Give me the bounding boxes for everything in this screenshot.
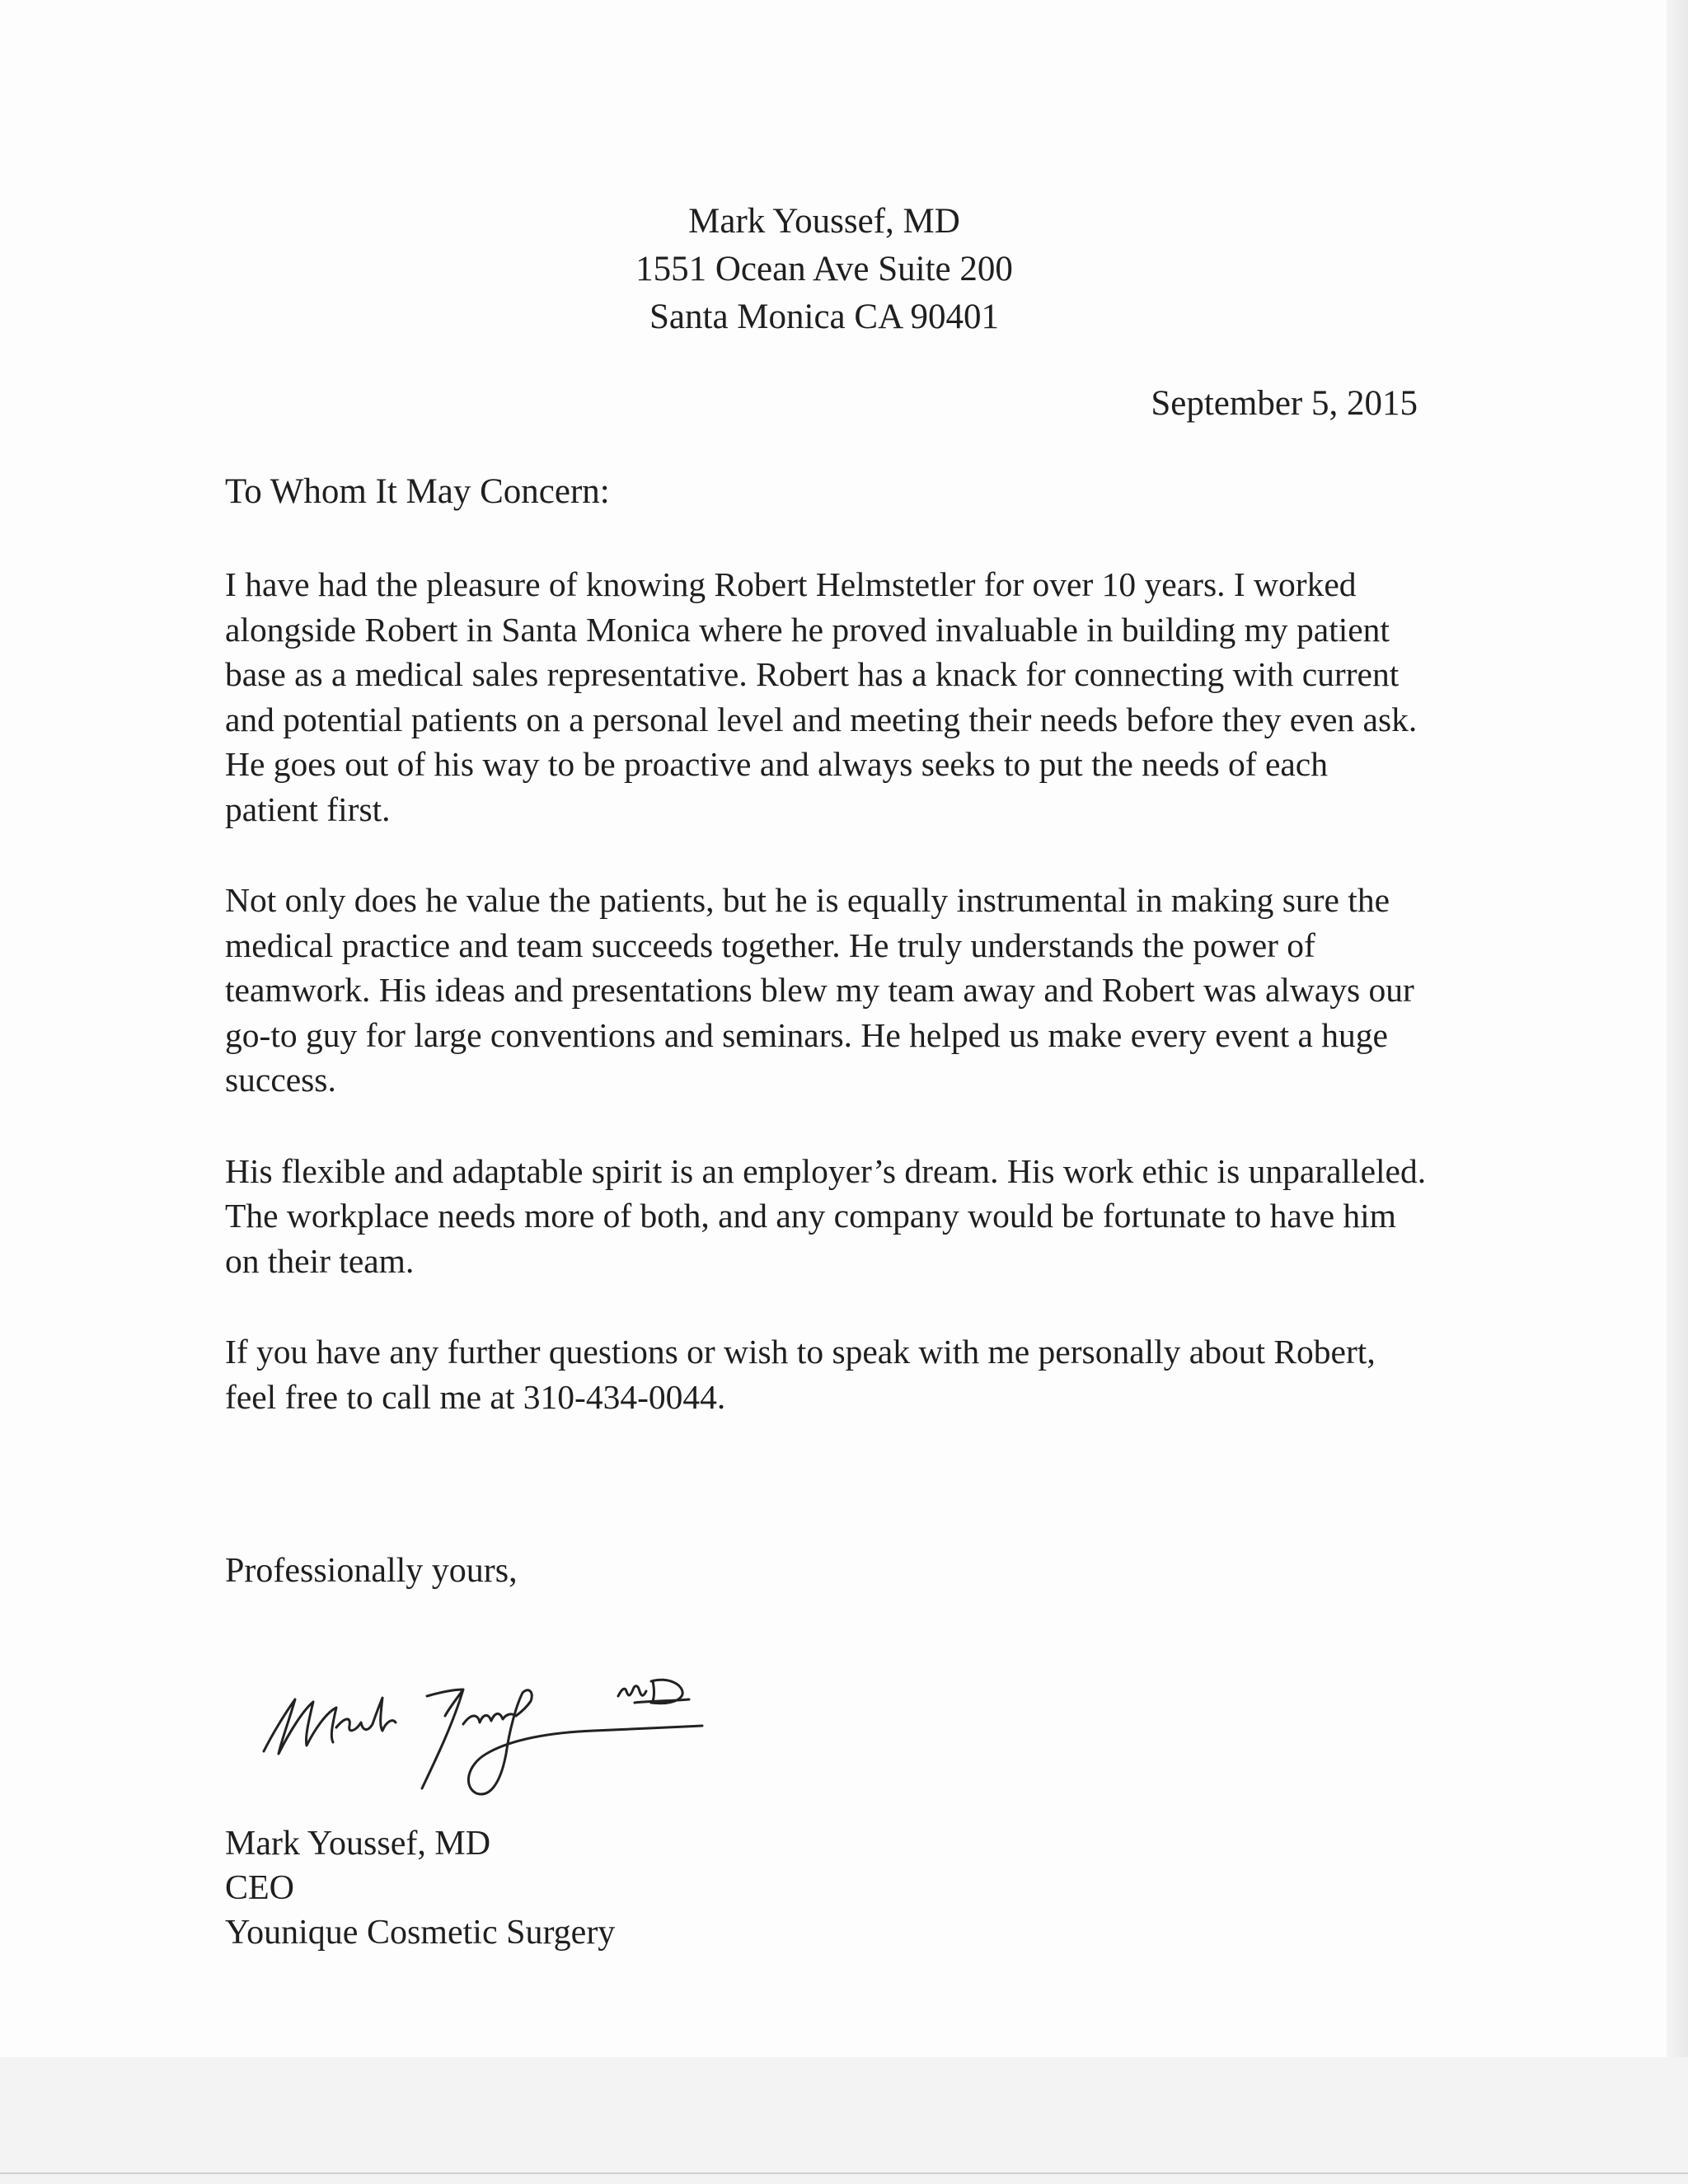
letterhead [0, 198, 1648, 341]
letterhead-address-line1: 1551 Ocean Ave Suite 200 [635, 250, 1013, 288]
scan-edge-right [1667, 0, 1688, 2184]
letter-body [225, 562, 1428, 1465]
signer-title: CEO [225, 1869, 294, 1907]
handwritten-signature [247, 1657, 709, 1813]
signature-block [225, 1821, 615, 1955]
scan-edge-line [0, 2172, 1688, 2174]
body-paragraph-4: If you have any further questions or wish to speak with me personally about Robert, feel free to call me at 310-434-0044. [225, 1333, 1376, 1416]
scan-edge-bottom [0, 2057, 1688, 2184]
body-paragraph-1: I have had the pleasure of knowing Robert Helmstetler for over 10 years. I worked alongside Robert in Santa Monica where he proved invaluable in building my patient base as a medical sales representative. Robert has a knack for connecting with current and potential patients on a personal level and meeting their needs before they even ask. He goes out of his way to be proactive and always seeks to put the needs of each patient first. [225, 565, 1418, 828]
letter-date: September 5, 2015 [1151, 384, 1418, 423]
signer-company: Younique Cosmetic Surgery [225, 1914, 616, 1952]
letterhead-name: Mark Youssef, MD [688, 202, 960, 241]
body-paragraph-3: His flexible and adaptable spirit is an employer’s dream. His work ethic is unparalleled. The workplace needs more of both, and any company would be fortunate to have him on their team. [225, 1151, 1427, 1280]
body-paragraph-2: Not only does he value the patients, but he is equally instrumental in making sure the medical practice and team succeeds together. He truly understands the power of teamwork. His ideas and presentations blew my team away and Robert was always our go-to guy for large conventions and seminars. He helped us make every event a huge success. [225, 881, 1414, 1099]
closing: Professionally yours, [225, 1552, 518, 1590]
salutation: To Whom It May Concern: [225, 472, 610, 511]
signer-name: Mark Youssef, MD [225, 1825, 491, 1863]
letterhead-address-line2: Santa Monica CA 90401 [649, 298, 999, 336]
